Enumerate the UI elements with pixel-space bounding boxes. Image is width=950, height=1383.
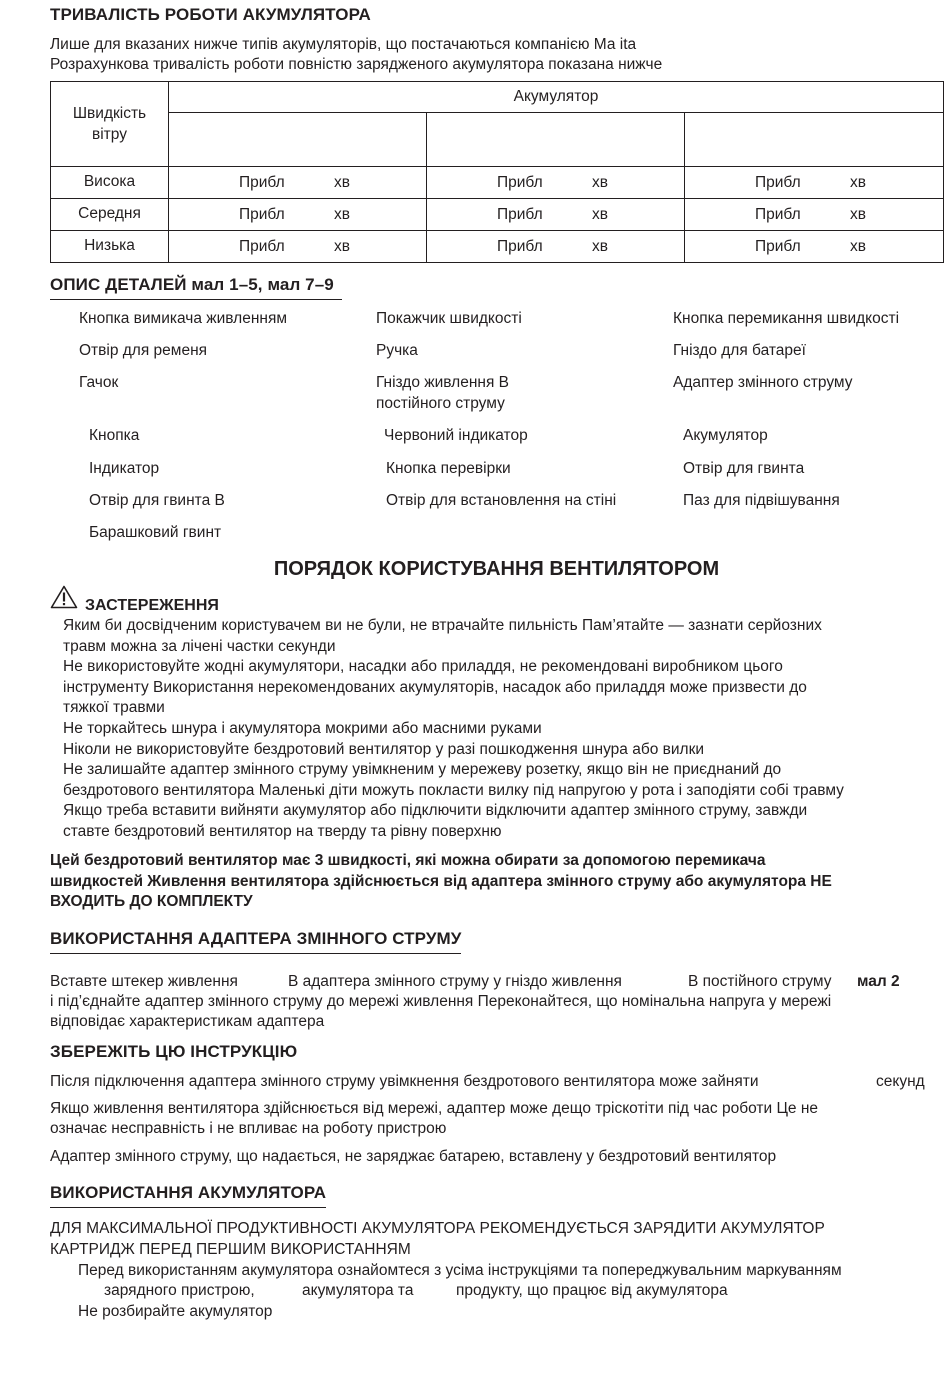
row-label-low: Низька (51, 231, 169, 263)
approx-cell: Прибл хв (169, 231, 427, 263)
part-label: Гачок (79, 374, 119, 391)
approx-cell: Прибл хв (685, 199, 944, 231)
adapter-line-3: відповідає характеристикам адаптера (50, 1013, 325, 1030)
warning-list (63, 616, 844, 843)
part-label: Кнопка перемикання швидкості (673, 310, 900, 327)
adapter-line-2: і під’єднайте адаптер змінного струму до мережі живлення Переконайтеся, що номінальна напруга у мережі (50, 993, 832, 1010)
part-label: Паз для підвішування (683, 492, 840, 509)
save-heading: ЗБЕРЕЖІТЬ ЦЮ ІНСТРУКЦІЮ (50, 1042, 298, 1061)
row-label-medium: Середня (51, 199, 169, 231)
battery-type-cell-1 (169, 113, 427, 167)
part-label: Кнопка перевірки (386, 460, 511, 477)
part-label: Акумулятор (683, 427, 768, 444)
part-label: Ручка (376, 342, 418, 359)
warning-line: Яким би досвідченим користувачем ви не були, не втрачайте пильність Пам’ятайте — зазнати серйозних (63, 617, 822, 634)
save-paragraph-1a: Після підключення адаптера змінного струму увімкнення бездротового вентилятора може зайняти (50, 1073, 759, 1090)
battery-caps-2: КАРТРИДЖ ПЕРЕД ПЕРШИМ ВИКОРИСТАННЯМ (50, 1241, 411, 1258)
approx-cell: Прибл хв (685, 167, 944, 199)
battery-line-3: Не розбирайте акумулятор (78, 1303, 273, 1320)
warning-line: бездротового вентилятора Маленькі діти можуть покласти вилку під напругою у рота і заподіяти собі травму (63, 781, 844, 799)
adapter-line-1b: В адаптера змінного струму у гніздо живлення (288, 973, 622, 990)
adapter-line-1a: Вставте штекер живлення (50, 973, 238, 990)
warning-line: травм можна за лічені частки секунди (63, 637, 336, 655)
battery-type-cell-2 (427, 113, 685, 167)
part-label: Червоний індикатор (384, 427, 528, 444)
save-paragraph-2a: Якщо живлення вентилятора здійснюється від мережі, адаптер може дещо тріскотіти під час роботи Це не (50, 1100, 819, 1117)
part-label: постійного струму (376, 395, 505, 412)
adapter-line-1c: В постійного струму (688, 973, 832, 990)
battery-caps-1: ДЛЯ МАКСИМАЛЬНОЇ ПРОДУКТИВНОСТІ АКУМУЛЯТОРА РЕКОМЕНДУЄТЬСЯ ЗАРЯДИТИ АКУМУЛЯТОР (50, 1220, 825, 1237)
table-row (51, 167, 944, 199)
warning-line: Ніколи не використовуйте бездротовий вентилятор у разі пошкодження шнура або вилки (63, 740, 705, 758)
save-paragraph-3: Адаптер змінного струму, що надається, не заряджає батарею, вставлену у бездротовий вентилятор (50, 1148, 777, 1165)
warning-line: Не залишайте адаптер змінного струму увімкненим у мережеву розетку, якщо він не приєднаний до (63, 761, 782, 779)
warning-line: Не торкайтесь шнура і акумулятора мокрими або масними руками (63, 719, 542, 737)
bold-line: Цей бездротовий вентилятор має 3 швидкості, які можна обирати за допомогою перемикача (50, 852, 766, 869)
part-label: Покажчик швидкості (376, 310, 522, 327)
approx-cell: Прибл хв (169, 199, 427, 231)
approx-cell: Прибл хв (169, 167, 427, 199)
approx-cell: Прибл хв (427, 167, 685, 199)
part-label: Отвір для гвинта (683, 460, 805, 477)
part-label: Отвір для гвинта В (89, 492, 225, 509)
warning-line: ставте бездротовий вентилятор на тверду та рівну поверхню (63, 822, 502, 840)
warning-line: Не використовуйте жодні акумулятори, насадки або приладдя, не рекомендовані виробником цього (63, 658, 783, 676)
battery-header: Акумулятор (169, 82, 944, 113)
adapter-figure-ref: мал 2 (857, 973, 900, 990)
runtime-table (50, 81, 944, 263)
bold-line: ВХОДИТЬ ДО КОМПЛЕКТУ (50, 893, 253, 910)
bold-line: швидкостей Живлення вентилятора здійснюється від адаптера змінного струму або акумулятора НЕ (50, 872, 832, 890)
runtime-line-2: Розрахункова тривалість роботи повністю зарядженого акумулятора показана нижче (50, 56, 663, 73)
usage-title: ПОРЯДОК КОРИСТУВАННЯ ВЕНТИЛЯТОРОМ (273, 558, 720, 580)
part-label: Отвір для встановлення на стіні (386, 492, 617, 509)
row-label-high: Висока (51, 167, 169, 199)
part-label: Адаптер змінного струму (673, 374, 853, 391)
table-row (51, 231, 944, 263)
warning-line: тяжкої травми (63, 699, 165, 717)
approx-cell: Прибл хв (427, 231, 685, 263)
wind-speed-header: Швидкість вітру (51, 82, 169, 167)
battery-line-2a: зарядного пристрою, (104, 1282, 255, 1299)
approx-cell: Прибл хв (685, 231, 944, 263)
table-row (51, 199, 944, 231)
battery-line-1: Перед використанням акумулятора ознайомтеся з усіма інструкціями та попереджувальним маркуванням (78, 1262, 842, 1279)
part-label: Індикатор (89, 460, 160, 477)
part-label: Гніздо для батареї (673, 342, 806, 359)
part-label: Отвір для ременя (79, 342, 208, 359)
warning-triangle-icon (50, 585, 78, 609)
warning-line: Якщо треба вставити вийняти акумулятор або підключити відключити адаптер змінного струму, завжди (63, 802, 808, 820)
approx-cell: Прибл хв (427, 199, 685, 231)
parts-heading: ОПИС ДЕТАЛЕЙ мал 1–5, мал 7–9 (50, 275, 342, 300)
runtime-line-1: Лише для вказаних нижче типів акумуляторів, що постачаються компанією Ма ita (50, 36, 637, 53)
speed-info-bold (50, 851, 832, 913)
battery-line-2c: продукту, що працює від акумулятора (456, 1282, 728, 1299)
battery-type-cell-3 (685, 113, 944, 167)
save-paragraph-1b: секунд (876, 1073, 925, 1090)
save-paragraph-2b: означає несправність і не впливає на роботу пристрою (50, 1120, 447, 1137)
part-label: Кнопка (89, 427, 140, 444)
part-label: Кнопка вимикача живленням (79, 310, 288, 327)
battery-heading: ВИКОРИСТАННЯ АКУМУЛЯТОРА (50, 1183, 326, 1208)
battery-line-2b: акумулятора та (302, 1282, 414, 1299)
part-label: Барашковий гвинт (89, 524, 222, 541)
part-label: Гніздо живлення В (376, 374, 509, 391)
runtime-heading: ТРИВАЛІСТЬ РОБОТИ АКУМУЛЯТОРА (50, 5, 371, 24)
warning-line: інструменту Використання нерекомендованих акумуляторів, насадок або приладдя може призвести до (63, 678, 807, 696)
warning-label: ЗАСТЕРЕЖЕННЯ (85, 597, 219, 614)
adapter-heading: ВИКОРИСТАННЯ АДАПТЕРА ЗМІННОГО СТРУМУ (50, 929, 461, 954)
